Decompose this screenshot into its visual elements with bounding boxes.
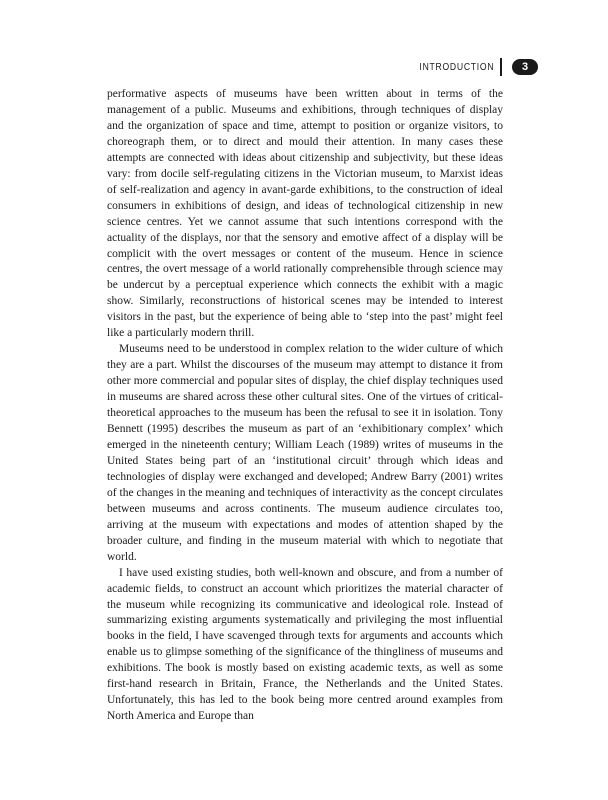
paragraph-3: I have used existing studies, both well-known and obscure, and from a number of academic fields, to construct an account which prioritizes the material character of the museum while recognizing its communicative and ideological role. Instead of summarizing existing arguments systematically and privileging the most influential books in the field, I have scavenged through texts for arguments and accounts which enable us to glimpse something of the significance of the thingliness of museums and exhibitions. The book is mostly based on existing academic texts, as well as some first-hand research in Britain, France, the Netherlands and the United States. Unfortunately, this has led to the book being more centred around examples from North America and Europe than: [107, 566, 503, 723]
section-title: INTRODUCTION: [419, 61, 495, 73]
paragraph-1: performative aspects of museums have been written about in terms of the management of a public. Museums and exhibitions, through techniques of display and the organization of space and time, attempt to position or organize visitors, to choreograph them, or to direct and mould their attention. In many cases these attempts are connected with ideas about citizenship and subjectivity, but these ideas vary: from docile self-regulating citizens in the Victorian museum, to Marxist ideas of self-realization and agency in avant-garde exhibitions, to the construction of ideal consumers in exhibitions of design, and ideas of technological citizenship in new science centres. Yet we cannot assume that such intentions correspond with the actuality of the displays, nor that the sensory and emotive affect of a display will be complicit with the overt messages or content of the museum. Hence in science centres, the overt message of a world rationally comprehensible through science may be undercut by a perceptual experience which connects the exhibit with a magic show. Similarly, reconstructions of historical scenes may be intended to interest visitors in the past, but the experience of being able to ‘step into the past’ might feel like a particularly modern thrill.: [107, 88, 503, 340]
running-head: [403, 56, 538, 78]
paragraph-2: Museums need to be understood in complex relation to the wider culture of which they are a part. Whilst the discourses of the museum may attempt to distance it from other more commercial and popular sites of display, the chief display techniques used in museums are shared across these other cultural sites. One of the virtues of critical-theoretical approaches to the museum has been the refusal to see it in isolation. Tony Bennett (1995) describes the museum as part of an ‘exhibitionary complex’ which emerged in the nineteenth century; William Leach (1989) writes of museums in the United States being part of an ‘institutional circuit’ through which ideas and technologies of display were exchanged and developed; Andrew Barry (2001) writes of the changes in the meaning and techniques of interactivity as the concept circulates between museums and across continents. The museum audience circulates too, arriving at the museum with expectations and modes of attention shaped by the broader culture, and finding in the museum material with which to negotiate that world.: [107, 343, 503, 563]
body-text: [107, 87, 503, 725]
header-divider: [500, 58, 502, 76]
page-number: 3: [512, 59, 538, 75]
